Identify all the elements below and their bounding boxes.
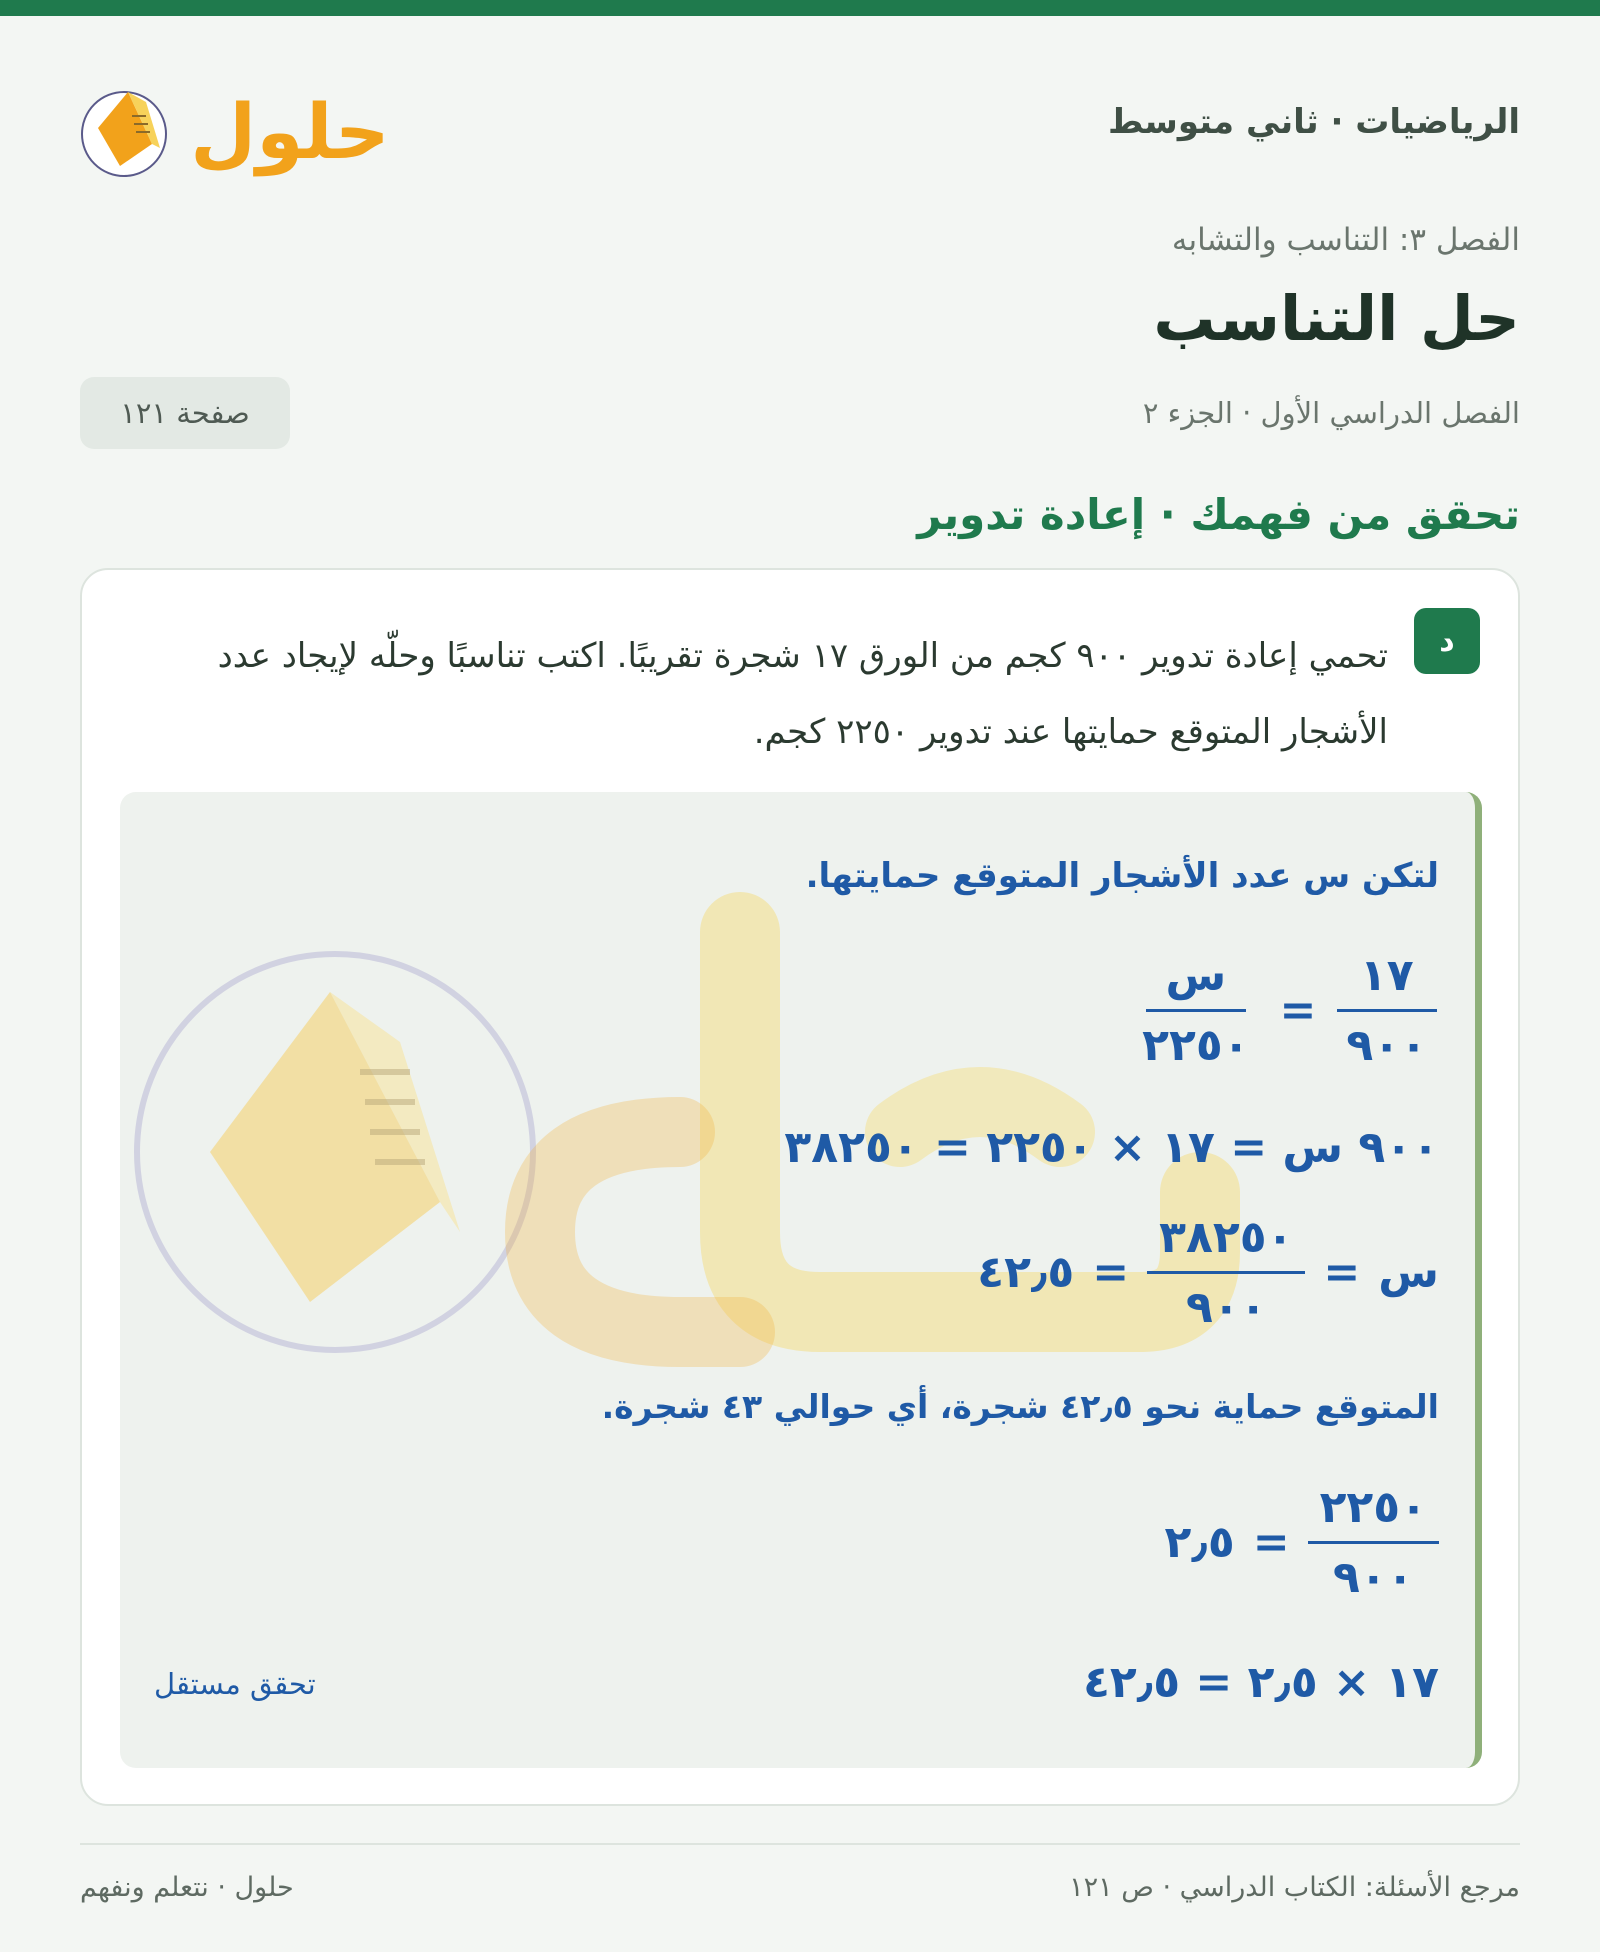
- left-fraction: [1334, 950, 1439, 1071]
- equals-sign: =: [1279, 985, 1317, 1036]
- variable: س: [1378, 1247, 1439, 1298]
- fraction-numerator: ٢٢٥٠: [1308, 1482, 1439, 1544]
- page-number-badge: صفحة ١٢١: [80, 377, 290, 449]
- fraction-numerator: ١٧: [1337, 950, 1437, 1012]
- equals-sign: =: [1092, 1247, 1130, 1298]
- fraction-denominator: ٩٠٠: [1346, 1020, 1427, 1071]
- solution-conclusion: المتوقع حماية نحو ٤٢٫٥ شجرة، أي حوالي ٤٣ شجرة.: [601, 1387, 1439, 1426]
- chapter-label: الفصل ٣: التناسب والتشابه: [1171, 222, 1520, 258]
- independent-check-label: تحقق مستقل: [154, 1667, 316, 1701]
- question-letter-badge: د: [1414, 608, 1480, 674]
- result-value: ٤٢٫٥: [977, 1247, 1075, 1298]
- footer-divider: [80, 1843, 1520, 1845]
- section-title: تحقق من فهمك · إعادة تدوير: [917, 490, 1520, 539]
- check-product-equation: ١٧ × ٢٫٥ = ٤٢٫٥: [1083, 1657, 1439, 1708]
- page-title: حل التناسب: [1153, 282, 1520, 355]
- division-fraction: [1147, 1212, 1305, 1333]
- fraction-denominator: ٩٠٠: [1185, 1282, 1267, 1333]
- fraction-denominator: ٢٢٥٠: [1142, 1020, 1250, 1071]
- fraction-numerator: ٣٨٢٥٠: [1147, 1212, 1305, 1274]
- top-accent-bar: [0, 0, 1600, 16]
- proportion-equation: [1130, 950, 1439, 1071]
- footer-brand: حلول · نتعلم ونفهم: [80, 1872, 294, 1903]
- fraction-denominator: ٩٠٠: [1333, 1552, 1414, 1603]
- solution-intro: لتكن س عدد الأشجار المتوقع حمايتها.: [805, 856, 1439, 896]
- question-text: تحمي إعادة تدوير ٩٠٠ كجم من الورق ١٧ شجرة تقريبًا. اكتب تناسبًا وحلّه لإيجاد عدد الأشجار المتوقع حمايتها عند تدوير ٢٢٥٠ كجم.: [217, 636, 1388, 752]
- solve-equation: [977, 1212, 1439, 1333]
- footer-reference: مرجع الأسئلة: الكتاب الدراسي · ص ١٢١: [1069, 1872, 1520, 1903]
- semester-label: الفصل الدراسي الأول · الجزء ٢: [1142, 396, 1520, 430]
- check-ratio-equation: [1165, 1482, 1439, 1603]
- ratio-fraction: [1308, 1482, 1439, 1603]
- hulul-logo[interactable]: [80, 66, 390, 186]
- cross-product-equation: ٩٠٠ س = ١٧ × ٢٢٥٠ = ٣٨٢٥٠: [784, 1122, 1439, 1173]
- question-card: [80, 568, 1520, 1806]
- result-value: ٢٫٥: [1164, 1517, 1235, 1568]
- subject-label: الرياضيات · ثاني متوسط: [1108, 102, 1520, 142]
- solution-box: [120, 792, 1482, 1768]
- equals-sign: =: [1323, 1247, 1361, 1298]
- equals-sign: =: [1252, 1517, 1290, 1568]
- page-header: [80, 60, 1520, 190]
- fraction-numerator: س: [1146, 950, 1246, 1012]
- right-fraction: [1130, 950, 1261, 1071]
- logo-wordmark: حلول: [190, 87, 390, 176]
